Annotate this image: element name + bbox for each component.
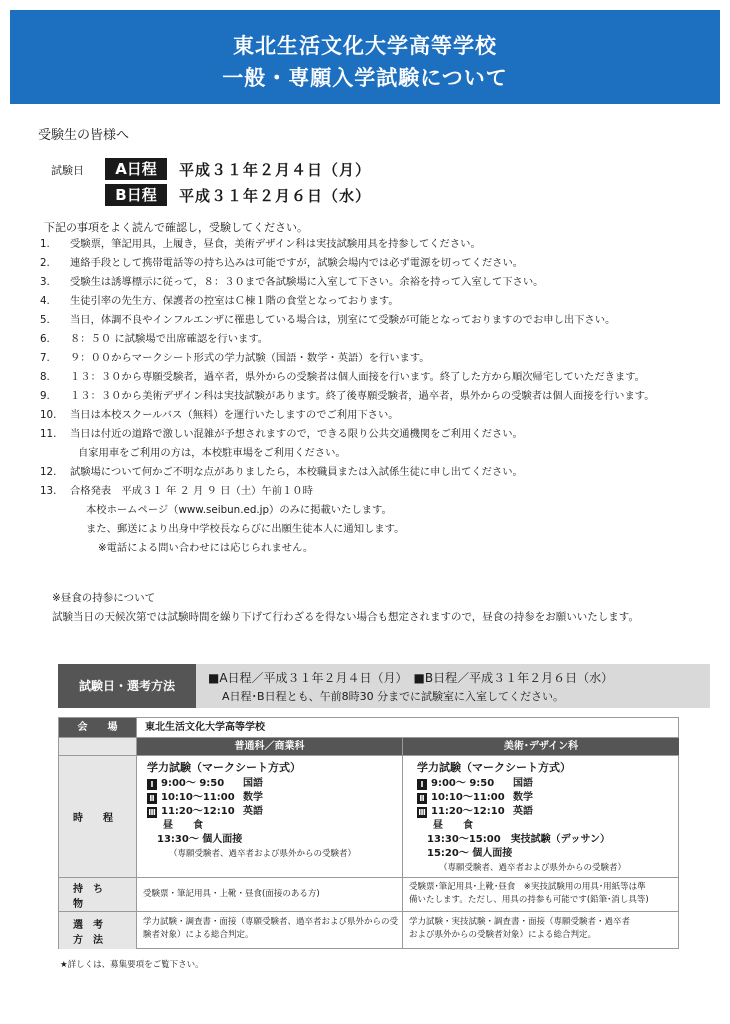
note-text: 当日，体調不良やインフルエンザに罹患している場合は，別室にて受験が可能となっておりますのでお申し出下さい。: [70, 314, 616, 326]
note-text: 本校ホームページ（www.seibun.ed.jp）のみに掲載いたします。: [86, 504, 392, 516]
venue-label: 会 場: [77, 722, 118, 733]
venue-value: 東北生活文化大学高等学校: [145, 722, 265, 733]
selection-general-line1: 学力試験・調査書・面接（専願受験者、過卒者および県外からの受: [143, 917, 399, 927]
roman-numeral-icon: Ⅰ: [147, 779, 157, 790]
general-schedule: [147, 761, 356, 861]
col-art-label: 美術･デザイン科: [503, 741, 579, 752]
schedule-row: [147, 791, 356, 805]
roman-numeral-icon: Ⅲ: [148, 807, 156, 817]
note-text: ※電話による問い合わせには応じられません。: [98, 542, 314, 554]
time-label-cell: [59, 756, 137, 878]
note-text: １３：３０から美術デザイン科は実技試験があります。終了後専願受験者，過卒者，県外からの受験者は個人面接を行います。: [70, 390, 655, 402]
header-spacer: [59, 738, 137, 756]
schedule-time: 10:10～11:00: [431, 792, 505, 803]
art-schedule: [417, 761, 626, 875]
note-number: 1.: [40, 238, 50, 250]
note-number: 7.: [40, 352, 50, 364]
lunch-title: ※昼食の持参について: [52, 592, 156, 604]
note-text: 当日は本校スクールバス（無料）を運行いたしますのでご利用下さい。: [70, 409, 399, 421]
schedule-practical: 13:30～15:00 実技試験（デッサン）: [427, 834, 610, 845]
note-number: [40, 444, 70, 463]
date-a-text: 平成３１年２月４日（月）: [179, 160, 372, 179]
items-label: 持 ち 物: [73, 883, 113, 910]
note-text: １３：３０から専願受験者，過卒者，県外からの受験者は個人面接を行います。終了した方から順次帰宅していただきます。: [70, 371, 645, 383]
art-schedule-cell: [403, 756, 679, 878]
note-text: 合格発表 平成３１ 年 ２ 月 ９ 日（土）午前１０時: [70, 485, 313, 497]
footnote: ★詳しくは、募集要項をご覧下さい。: [60, 960, 204, 970]
note-text: 生徒引率の先生方、保護者の控室はＣ棟１階の食堂となっております。: [70, 295, 399, 307]
note-item: [40, 273, 720, 292]
note-item: [40, 520, 720, 539]
schedule-time: 11:20～12:10: [431, 806, 505, 817]
note-number: 2.: [40, 257, 50, 269]
col-general-label: 普通科／商業科: [234, 741, 305, 752]
note-text: 試験場について何かご不明な点がありましたら，本校職員または入試係生徒に申し出てください。: [70, 466, 523, 478]
intro-text: 下記の事項をよく読んで確認し，受験してください。: [44, 221, 308, 234]
interview-note: （専願受験者、過卒者および県外からの受験者）: [439, 863, 627, 873]
schedule-interview: 13:30～ 個人面接: [157, 834, 243, 845]
schedule-subject: 英語: [513, 806, 533, 817]
schedule-row: [417, 777, 626, 791]
roman-numeral-icon: Ⅲ: [418, 807, 426, 817]
note-text: ８：５０ に試験場で出席確認を行います。: [70, 333, 269, 345]
note-item: [40, 254, 720, 273]
note-text: 受験生は誘導標示に従って，８：３０まで各試験場に入室して下さい。余裕を持って入室して下さい。: [70, 276, 544, 288]
note-item: [40, 292, 720, 311]
items-general: 受験票・筆記用具・上靴・昼食(面接のある方): [143, 889, 320, 899]
schedule-subject: 数学: [513, 792, 533, 803]
col-general-header: [137, 738, 403, 756]
note-number: [40, 539, 70, 558]
items-art-cell: [403, 878, 679, 912]
selection-general-line2: 験者対象）による総合判定。: [143, 930, 254, 940]
schedule-time: 9:00～ 9:50: [161, 778, 225, 789]
note-item: [40, 368, 720, 387]
schedule-time: 9:00～ 9:50: [431, 778, 495, 789]
roman-numeral-icon: Ⅱ: [147, 793, 157, 804]
schedule-subject: 国語: [513, 778, 533, 789]
note-number: 3.: [40, 276, 50, 288]
schedule-band: [58, 664, 710, 708]
date-b-text: 平成３１年２月６日（水）: [179, 186, 372, 205]
notes-list: [40, 235, 720, 558]
schedule-band-note: A日程･B日程とも、午前8時30 分までに試験室に入室してください。: [222, 690, 565, 703]
note-number: 5.: [40, 314, 50, 326]
school-name-title: 東北生活文化大学高等学校: [233, 34, 497, 58]
exam-info-table: [58, 717, 679, 949]
note-number: 6.: [40, 333, 50, 345]
schedule-interview: 15:20～ 個人面接: [427, 848, 513, 859]
roman-numeral-icon: Ⅱ: [417, 793, 427, 804]
venue-label-cell: [59, 718, 137, 738]
roman-numeral-icon: Ⅰ: [417, 779, 427, 790]
note-text: 連絡手段として携帯電話等の持ち込みは可能ですが，試験会場内では必ず電源を切ってください。: [70, 257, 524, 269]
items-general-cell: [137, 878, 403, 912]
items-label-cell: [59, 878, 137, 912]
schedule-band-dates: ■A日程／平成３１年２月４日（月） ■B日程／平成３１年２月６日（水）: [208, 671, 614, 685]
general-schedule-cell: [137, 756, 403, 878]
schedule-band-tag: 試験日・選考方法: [58, 664, 196, 708]
exam-date-b: [105, 184, 371, 206]
note-item: [40, 501, 720, 520]
items-art-line2: 備いたします。ただし、用具の持参も可能です(鉛筆･消し具等): [409, 895, 649, 905]
schedule-row: [417, 805, 626, 819]
note-item: [40, 311, 720, 330]
note-number: 11.: [40, 428, 57, 440]
schedule-lunch: 昼 食: [163, 820, 203, 831]
schedule-time: 10:10～11:00: [161, 792, 235, 803]
note-item: [40, 235, 720, 254]
schedule-subject: 英語: [243, 806, 263, 817]
note-item: [40, 539, 720, 558]
selection-art-cell: [403, 912, 679, 949]
note-item: [40, 349, 720, 368]
exam-date-label: 試験日: [51, 164, 84, 177]
document-title: 一般・専願入学試験について: [222, 66, 508, 90]
schedule-lunch: 昼 食: [433, 820, 473, 831]
note-text: 自家用車をご利用の方は，本校駐車場をご利用ください。: [78, 447, 346, 459]
col-art-header: [403, 738, 679, 756]
note-number: [40, 520, 70, 539]
note-item: [40, 387, 720, 406]
note-number: 8.: [40, 371, 50, 383]
date-b-badge: B日程: [105, 184, 167, 206]
date-a-badge: A日程: [105, 158, 167, 180]
greeting: 受験生の皆様へ: [38, 128, 130, 143]
note-number: 10.: [40, 409, 57, 421]
selection-general-cell: [137, 912, 403, 949]
art-test-title: 学力試験（マークシート方式）: [417, 761, 571, 774]
selection-art-line2: および県外からの受験者対象）による総合判定。: [409, 930, 597, 940]
note-number: 9.: [40, 390, 50, 402]
title-banner: [10, 10, 720, 104]
note-text: 受験票，筆記用具，上履き，昼食，美術デザイン科は実技試験用具を持参してください。: [70, 238, 481, 250]
note-item: [40, 425, 720, 444]
selection-art-line1: 学力試験・実技試験・調査書・面接（専願受験者・過卒者: [409, 917, 631, 927]
interview-note: （専願受験者、過卒者および県外からの受験者）: [169, 849, 357, 859]
schedule-time: 11:20～12:10: [161, 806, 235, 817]
note-text: ９：００からマークシート形式の学力試験（国語・数学・英語）を行います。: [70, 352, 430, 364]
note-item: [40, 330, 720, 349]
general-test-title: 学力試験（マークシート方式）: [147, 761, 301, 774]
note-text: また、郵送により出身中学校長ならびに出願生徒本人に通知します。: [86, 523, 405, 535]
note-item: [40, 406, 720, 425]
schedule-row: [147, 777, 356, 791]
note-number: 4.: [40, 295, 50, 307]
selection-label: 選 考 方 法: [73, 919, 113, 946]
items-art-line1: 受験票･筆記用具･上靴･昼食 ※実技試験用の用具･用紙等は準: [409, 882, 646, 892]
exam-date-a: [105, 158, 371, 180]
note-item: [40, 463, 720, 482]
note-text: 当日は付近の道路で激しい混雑が予想されますので，できる限り公共交通機関をご利用ください。: [70, 428, 523, 440]
schedule-row: [417, 791, 626, 805]
note-number: 13.: [40, 485, 57, 497]
note-number: 12.: [40, 466, 57, 478]
selection-label-cell: [59, 912, 137, 949]
note-item: [40, 444, 720, 463]
lunch-text: 試験当日の天候次第では試験時間を繰り下げて行わざるを得ない場合も想定されますので，昼食の持参をお願いいたします。: [52, 611, 639, 623]
note-item: [40, 482, 720, 501]
schedule-subject: 数学: [243, 792, 263, 803]
note-number: [40, 501, 70, 520]
schedule-subject: 国語: [243, 778, 263, 789]
time-label: 時 程: [73, 813, 113, 824]
venue-value-cell: [137, 718, 679, 738]
schedule-row: [147, 805, 356, 819]
